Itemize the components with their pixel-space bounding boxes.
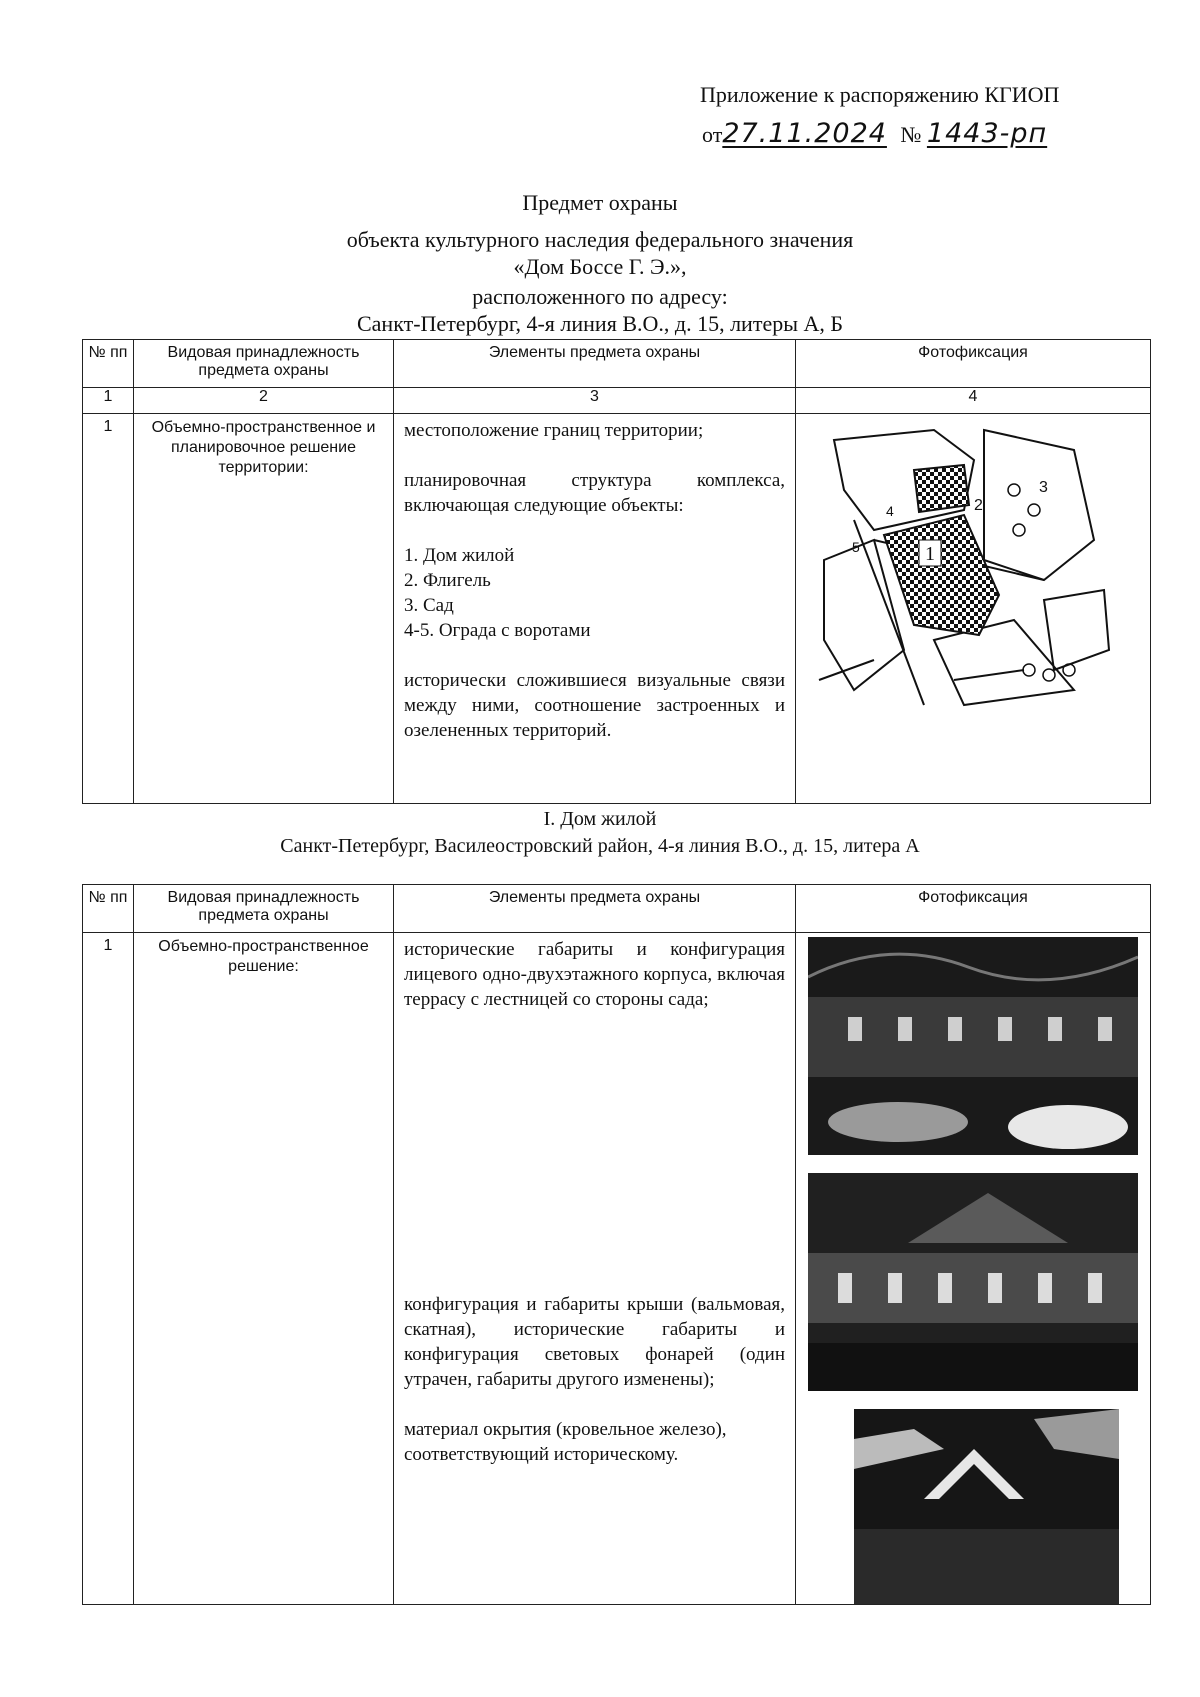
number-label: № (900, 122, 922, 147)
row-category: Объемно-пространственное и планировочное решение территории: (134, 414, 394, 804)
site-plan-map (814, 420, 1114, 710)
list-item: 4-5. Ограда с воротами (404, 620, 591, 641)
protection-table-territory (82, 339, 1151, 804)
col-category-header: Видовая принадлежность предмета охраны (134, 885, 394, 933)
row-elements (394, 933, 796, 1605)
col-number-index: 1 (83, 388, 134, 414)
col-number-header: № пп (83, 885, 134, 933)
outbuilding-footprint (914, 465, 969, 512)
annex-title: Приложение к распоряжению КГИОП (700, 82, 1060, 107)
row-photo (796, 933, 1151, 1605)
roof-photo (854, 1409, 1119, 1604)
table-header-row (83, 885, 1151, 933)
facade-photo (808, 937, 1138, 1155)
protection-table-house (82, 884, 1151, 1605)
col-elements-header: Элементы предмета охраны (394, 885, 796, 933)
doc-subtitle: объекта культурного наследия федерального значения (346, 227, 854, 252)
object-address: Санкт-Петербург, 4-я линия В.О., д. 15, литеры А, Б (356, 311, 844, 336)
section-address: Санкт-Петербург, Василеостровский район, 4-я линия В.О., д. 15, литера А (280, 835, 920, 857)
row-number: 1 (83, 933, 134, 1605)
from-label: от (702, 122, 723, 147)
list-item: 3. Сад (404, 595, 454, 616)
element-text: исторически сложившиеся визуальные связи между ними, соотношение застроенных и озелененных территорий. (404, 670, 785, 741)
doc-title: Предмет охраны (522, 190, 678, 215)
col-photo-index: 4 (796, 388, 1151, 414)
order-date-number (702, 118, 1047, 149)
row-photo (796, 414, 1151, 804)
col-elements-index: 3 (394, 388, 796, 414)
element-text: местоположение границ территории; (404, 420, 704, 441)
section-heading: I. Дом жилой (543, 808, 657, 830)
col-elements-header: Элементы предмета охраны (394, 340, 796, 388)
col-photo-header: Фотофиксация (796, 885, 1151, 933)
plot-label: 4 (886, 503, 894, 519)
plot-label: 1 (925, 543, 935, 565)
plot-label: 3 (1039, 479, 1048, 496)
table-header-row (83, 340, 1151, 388)
element-text: конфигурация и габариты крыши (вальмовая, скатная), исторические габариты и конфигурация световых фонарей (один утрачен, габариты другого изменены); (404, 1294, 785, 1390)
plot-label: 2 (974, 497, 983, 514)
order-date: 27.11.2024 (722, 118, 887, 149)
order-number: 1443-рп (926, 118, 1048, 149)
table-numbering-row (83, 388, 1151, 414)
table-row (83, 933, 1151, 1605)
element-text: материал окрытия (кровельное железо), соответствующий историческому. (404, 1419, 727, 1465)
plot-label: 5 (852, 539, 860, 555)
col-category-index: 2 (134, 388, 394, 414)
object-name: «Дом Боссе Г. Э.», (513, 254, 687, 279)
element-text: исторические габариты и конфигурация лицевого одно-двухэтажного корпуса, включая террасу с лестницей со стороны сада; (404, 939, 785, 1010)
row-category: Объемно-пространственное решение: (134, 933, 394, 1605)
list-item: 2. Флигель (404, 570, 491, 591)
address-label: расположенного по адресу: (472, 284, 728, 309)
col-photo-header: Фотофиксация (796, 340, 1151, 388)
table-row (83, 414, 1151, 804)
col-number-header: № пп (83, 340, 134, 388)
element-text: планировочная структура комплекса, включающая следующие объекты: (404, 470, 785, 516)
row-elements (394, 414, 796, 804)
list-item: 1. Дом жилой (404, 545, 515, 566)
facade-photo-side (808, 1173, 1138, 1391)
row-number: 1 (83, 414, 134, 804)
col-category-header: Видовая принадлежность предмета охраны (134, 340, 394, 388)
